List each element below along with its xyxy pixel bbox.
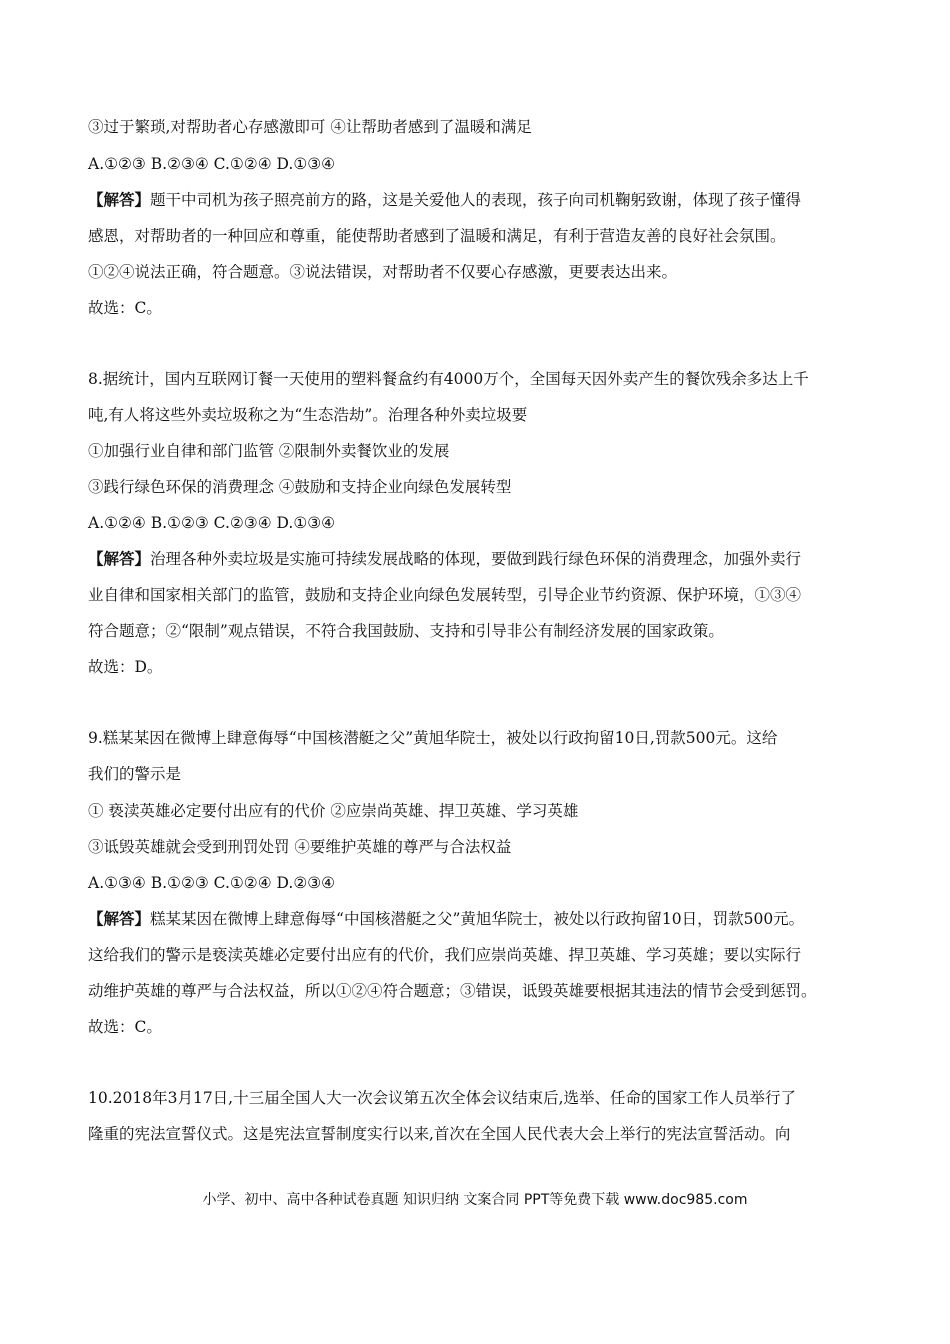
q9-answer-line-2: 这给我们的警示是亵渎英雄必定要付出应有的代价，我们应崇尚英雄、捍卫英雄、学习英雄；要以实际行: [88, 946, 802, 964]
q8-stem-line-1: 8.据统计，国内互联网订餐一天使用的塑料餐盒约有4000万个，全国每天因外卖产生的餐饮残余多达上千: [88, 370, 809, 388]
q10-stem-line-1: 10.2018年3月17日,十三届全国人大一次会议第五次全体会议结束后,选举、任命的国家工作人员举行了: [88, 1089, 797, 1107]
q7-answer-line-2: 感恩，对帮助者的一种回应和尊重，能使帮助者感到了温暖和满足，有利于营造友善的良好社会氛围。: [88, 227, 786, 245]
q8-answer-line-1: [88, 549, 868, 569]
q8-stem-line-2: 吨,有人将这些外卖垃圾称之为“生态浩劫”。治理各种外卖垃圾要: [88, 406, 528, 424]
q7-choices: A.①②③ B.②③④ C.①②④ D.①③④: [88, 155, 336, 173]
q10-stem-line-2: 隆重的宪法宣誓仪式。这是宪法宣誓制度实行以来,首次在全国人民代表大会上举行的宪法宣誓活动。向: [88, 1125, 791, 1143]
q8-result: 故选：D。: [88, 658, 163, 676]
q9-result: 故选：C。: [88, 1018, 162, 1036]
q9-choices: A.①③④ B.①②③ C.①②④ D.②③④: [88, 874, 336, 892]
q9-answer-line-1: [88, 909, 868, 929]
answer-text: 糕某某因在微博上肆意侮辱“中国核潜艇之父”黄旭华院士，被处以行政拘留10日，罚款500元。: [150, 910, 805, 928]
answer-tag: 【解答】: [88, 549, 151, 568]
q9-stem-line-2: 我们的警示是: [88, 765, 182, 783]
answer-text: 治理各种外卖垃圾是实施可持续发展战略的体现，要做到践行绿色环保的消费理念，加强外卖行: [150, 550, 802, 568]
answer-tag: 【解答】: [88, 190, 151, 209]
q7-options-line: ③过于繁琐,对帮助者心存感激即可 ④让帮助者感到了温暖和满足: [88, 118, 532, 136]
q9-stem-line-1: 9.糕某某因在微博上肆意侮辱“中国核潜艇之父”黄旭华院士，被处以行政拘留10日,罚款500元。这给: [88, 729, 778, 747]
answer-tag: 【解答】: [88, 909, 151, 928]
q9-answer-line-3: 动维护英雄的尊严与合法权益，所以①②④符合题意；③错误，诋毁英雄要根据其违法的情节会受到惩罚。: [88, 982, 817, 1000]
q7-answer-line-1: [88, 190, 868, 210]
q8-answer-line-3: 符合题意；②“限制”观点错误，不符合我国鼓励、支持和引导非公有制经济发展的国家政策。: [88, 622, 724, 640]
answer-text: 题干中司机为孩子照亮前方的路，这是关爱他人的表现，孩子向司机鞠躬致谢，体现了孩子懂得: [150, 191, 802, 209]
q9-options-line-2: ③诋毁英雄就会受到刑罚处罚 ④要维护英雄的尊严与合法权益: [88, 838, 512, 856]
page-footer: 小学、初中、高中各种试卷真题 知识归纳 文案合同 PPT等免费下载 www.doc985.com: [202, 1192, 748, 1208]
q7-result: 故选：C。: [88, 299, 162, 317]
q8-choices: A.①②④ B.①②③ C.②③④ D.①③④: [88, 514, 336, 532]
q9-options-line-1: ① 亵渎英雄必定要付出应有的代价 ②应崇尚英雄、捍卫英雄、学习英雄: [88, 802, 579, 820]
q8-answer-line-2: 业自律和国家相关部门的监管，鼓励和支持企业向绿色发展转型，引导企业节约资源、保护环境，①③④: [88, 586, 802, 604]
q8-options-line-2: ③践行绿色环保的消费理念 ④鼓励和支持企业向绿色发展转型: [88, 478, 512, 496]
q7-answer-line-3: ①②④说法正确，符合题意。③说法错误，对帮助者不仅要心存感激，更要表达出来。: [88, 263, 678, 281]
q8-options-line-1: ①加强行业自律和部门监管 ②限制外卖餐饮业的发展: [88, 442, 450, 460]
